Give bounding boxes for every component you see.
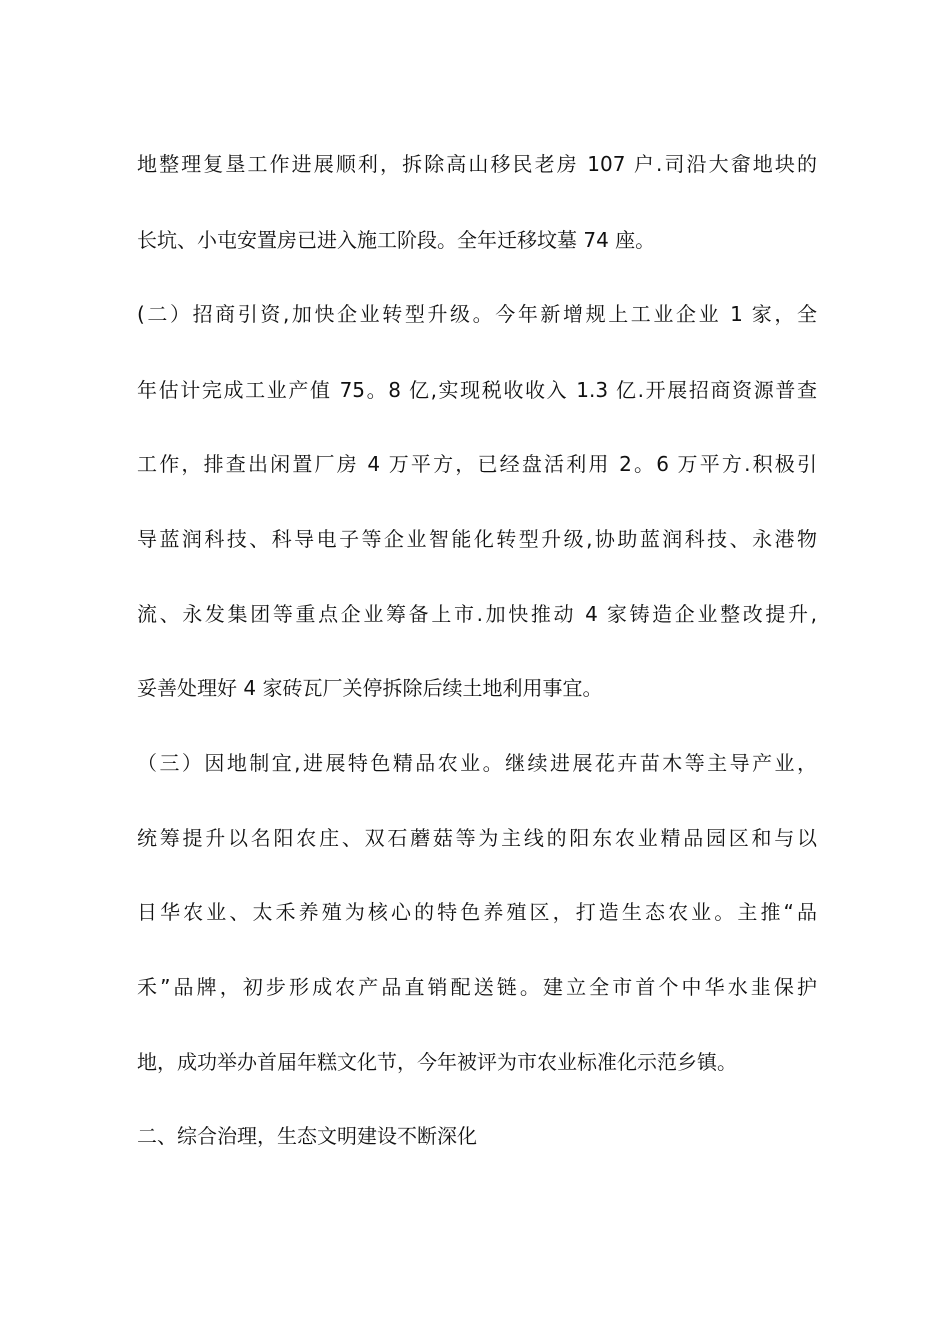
text-line: 地，成功举办首届年糕文化节，今年被评为市农业标准化示范乡镇。 bbox=[137, 1050, 737, 1074]
section-heading-line: （三）因地制宜,进展特色精品农业。继续进展花卉苗木等主导产业， bbox=[137, 751, 817, 775]
section-title: 二、综合治理，生态文明建设不断深化 bbox=[137, 1124, 477, 1148]
section-heading-line: (二）招商引资,加快企业转型升级。今年新增规上工业企业 1 家，全 bbox=[137, 302, 817, 326]
text-line: 工作，排查出闲置厂房 4 万平方，已经盘活利用 2。6 万平方.积极引 bbox=[137, 452, 817, 476]
text-line: 流、永发集团等重点企业筹备上市.加快推动 4 家铸造企业整改提升, bbox=[137, 602, 817, 626]
text-line: 日华农业、太禾养殖为核心的特色养殖区，打造生态农业。主推“品 bbox=[137, 900, 817, 924]
text-line: 导蓝润科技、科导电子等企业智能化转型升级,协助蓝润科技、永港物 bbox=[137, 527, 817, 551]
text-line: 妥善处理好 4 家砖瓦厂关停拆除后续土地利用事宜。 bbox=[137, 676, 603, 700]
text-line: 年估计完成工业产值 75。8 亿,实现税收收入 1.3 亿.开展招商资源普查 bbox=[137, 378, 817, 402]
text-line: 统筹提升以名阳农庄、双石蘑菇等为主线的阳东农业精品园区和与以 bbox=[137, 826, 817, 850]
text-line: 禾”品牌，初步形成农产品直销配送链。建立全市首个中华水韭保护 bbox=[137, 975, 817, 999]
text-line: 地整理复垦工作进展顺利，拆除高山移民老房 107 户.司沿大畲地块的 bbox=[137, 152, 817, 176]
text-line: 长坑、小屯安置房已进入施工阶段。全年迁移坟墓 74 座。 bbox=[137, 228, 656, 252]
